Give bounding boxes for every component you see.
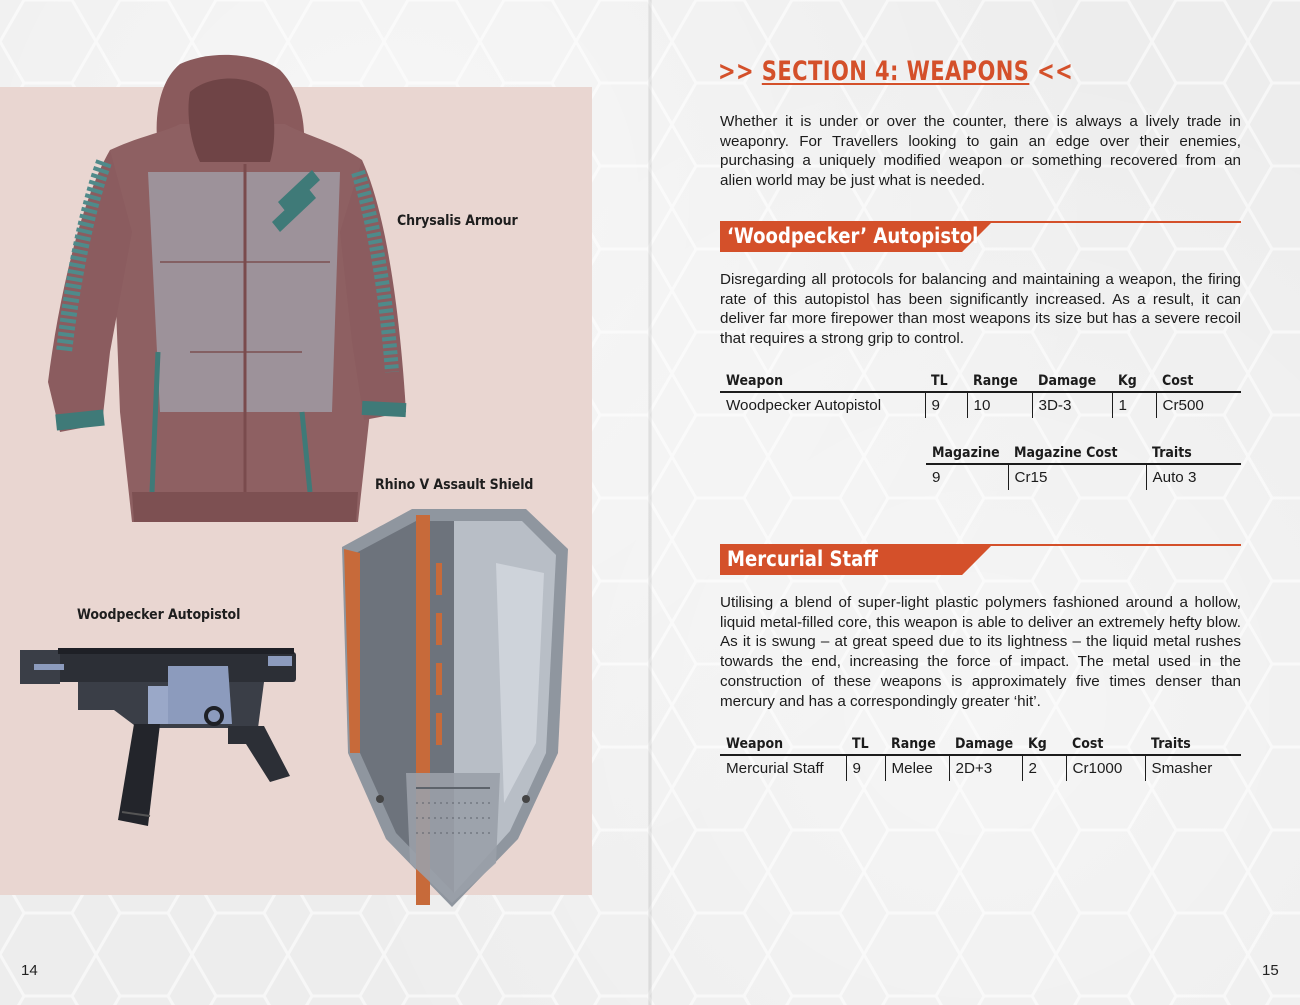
woodpecker-stats-table [720,368,1241,418]
chrysalis-armour-illustration [40,52,412,522]
woodpecker-heading: ‘Woodpecker’ Autopistol [727,224,979,248]
woodpecker-magazine-table [926,440,1241,490]
cell-kg: 2 [1022,755,1066,781]
cell-magazine-cost: Cr15 [1008,464,1146,490]
col-kg: Kg [1112,368,1156,392]
section-title-left-chevrons: >> [718,56,755,87]
col-cost: Cost [1066,731,1145,755]
col-range: Range [885,731,949,755]
mercurial-description: Utilising a blend of super-light plastic polymers fashioned around a hollow, liquid metal-filled core, this weapon is able to deliver an extremely hefty blow. As it is swung – at great speed due to its lightness – the liquid metal rushes towards the end, increasing the force of impact. The metal used in the construction of these weapons is approximately five times denser than mercury and has a correspondingly greater ‘hit’. [720,594,1241,710]
col-traits: Traits [1145,731,1241,755]
left-page-number: 14 [21,962,38,979]
cell-damage: 2D+3 [949,755,1022,781]
cell-traits: Smasher [1145,755,1241,781]
cell-range: 10 [967,392,1032,418]
cell-cost: Cr1000 [1066,755,1145,781]
right-page-number: 15 [1262,962,1279,979]
cell-weapon: Woodpecker Autopistol [726,397,882,414]
col-cost: Cost [1156,368,1241,392]
cell-range: Melee [885,755,949,781]
col-damage: Damage [949,731,1022,755]
table-header-row [720,731,1241,755]
mercurial-heading-bar [720,544,1241,576]
cell-kg: 1 [1112,392,1156,418]
caption-rhino-v-assault-shield: Rhino V Assault Shield [375,477,534,493]
cell-magazine: 9 [932,469,941,486]
col-weapon: Weapon [720,731,846,755]
col-tl: TL [846,731,885,755]
cell-tl: 9 [846,755,885,781]
rhino-v-assault-shield-illustration [336,503,572,911]
col-traits: Traits [1146,440,1241,464]
table-header-row [720,368,1241,392]
cell-damage: 3D-3 [1032,392,1112,418]
col-magazine: Magazine [926,440,1008,464]
table-row [720,755,1241,781]
col-damage: Damage [1032,368,1112,392]
woodpecker-description: Disregarding all protocols for balancing and maintaining a weapon, the firing rate of this autopistol has been significantly increased. As a result, it can deliver far more firepower than most weapons its size but has a severe recoil that requires a strong grip to control. [720,271,1241,348]
section-title-text: SECTION 4: WEAPONS [761,56,1030,87]
table-header-row [926,440,1241,464]
cell-weapon: Mercurial Staff [726,760,824,777]
section-title [718,56,1073,87]
page-gutter [648,0,652,1005]
col-range: Range [967,368,1032,392]
intro-paragraph: Whether it is under or over the counter, there is always a lively trade in weaponry. For Travellers looking to gain an edge over their enemies, purchasing a uniquely modified weapon or something recovered from an alien world may be just what is needed. [720,113,1241,190]
table-row [926,464,1241,490]
woodpecker-heading-bar [720,221,1241,253]
section-title-right-chevrons: << [1037,56,1074,87]
woodpecker-autopistol-illustration [18,636,302,832]
mercurial-heading: Mercurial Staff [727,547,878,571]
mercurial-stats-table [720,731,1241,781]
col-magazine-cost: Magazine Cost [1008,440,1146,464]
col-weapon: Weapon [720,368,925,392]
col-kg: Kg [1022,731,1066,755]
table-row [720,392,1241,418]
caption-chrysalis-armour: Chrysalis Armour [397,213,518,229]
cell-tl: 9 [925,392,967,418]
caption-woodpecker-autopistol: Woodpecker Autopistol [77,607,241,623]
cell-cost: Cr500 [1156,392,1241,418]
cell-traits: Auto 3 [1146,464,1241,490]
col-tl: TL [925,368,967,392]
